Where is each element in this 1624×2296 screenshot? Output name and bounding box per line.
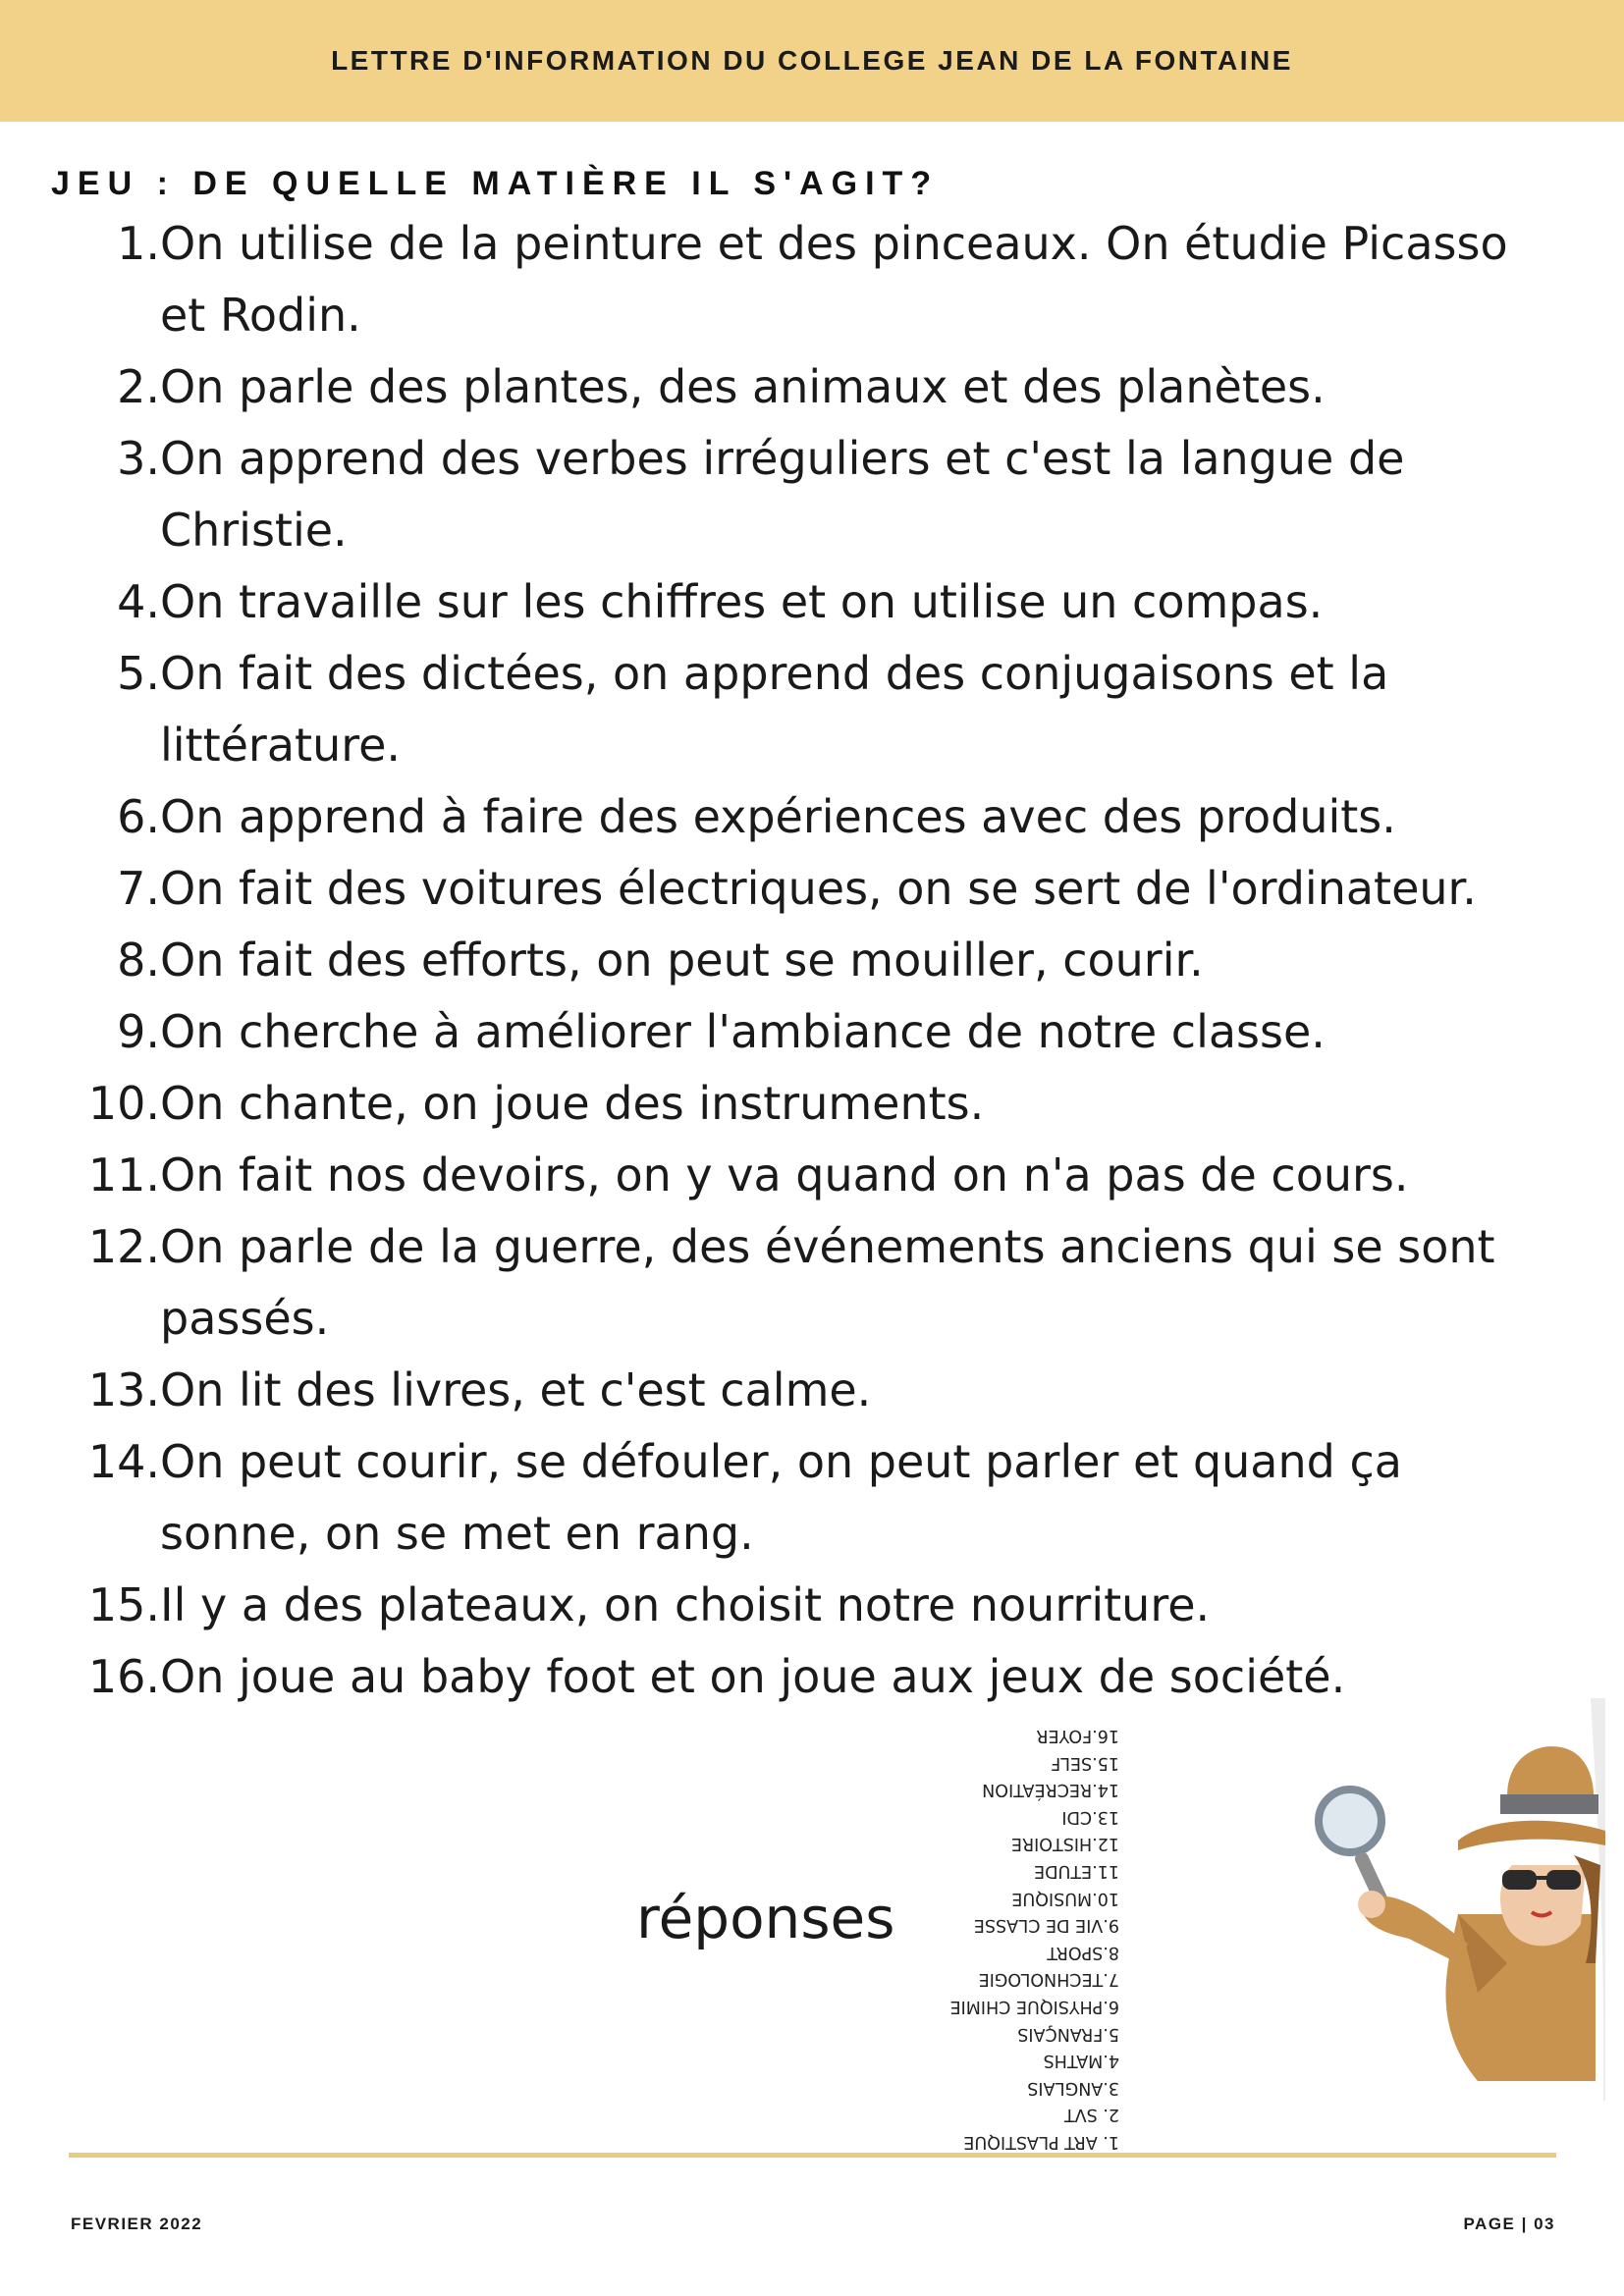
question-text: On apprend à faire des expériences avec des produits. (160, 790, 1396, 843)
answer-item: 14.RECRÉATION (982, 1780, 1119, 1800)
question-text: On lit des livres, et c'est calme. (160, 1363, 872, 1416)
answer-item: 1. ART PLASTIQUE (963, 2132, 1119, 2152)
newsletter-title: LETTRE D'INFORMATION DU COLLEGE JEAN DE LA FONTAINE (331, 45, 1293, 76)
question-text: On travaille sur les chiffres et on utilise un compas. (160, 575, 1324, 628)
question-number: 1. (117, 217, 160, 270)
question-item (59, 996, 1551, 1068)
question-text: On cherche à améliorer l'ambiance de notre classe. (160, 1005, 1326, 1058)
question-number: 15. (87, 1578, 160, 1631)
sunglasses-right-shape (1546, 1870, 1581, 1890)
answer-item: 8.SPORT (1047, 1942, 1119, 1962)
question-item (59, 638, 1551, 781)
question-text: On fait nos devoirs, on y va quand on n'a pas de cours. (160, 1148, 1409, 1201)
question-item (59, 566, 1551, 638)
question-text: On parle de la guerre, des événements anciens qui se sont passés. (160, 1220, 1495, 1345)
answer-item: 15.SELF (1051, 1752, 1119, 1773)
answer-item: 4.MATHS (1043, 2051, 1119, 2071)
detective-with-magnifying-glass-icon (1311, 1669, 1605, 2101)
question-number: 7. (117, 862, 160, 915)
hat-band-shape (1500, 1794, 1598, 1814)
question-number: 12. (87, 1220, 160, 1273)
question-number: 2. (117, 360, 160, 413)
question-item (59, 1355, 1551, 1426)
answer-item: 2. SVT (1063, 2105, 1119, 2125)
page-number: PAGE | 03 (1463, 2215, 1555, 2233)
question-text: On joue au baby foot et on joue aux jeux de société. (160, 1650, 1346, 1703)
answer-item: 10.MUSIQUE (1011, 1888, 1119, 1908)
question-number: 10. (87, 1077, 160, 1130)
answer-item: 6.PHYSIQUE CHIMIE (949, 1997, 1119, 2017)
answer-item: 9.VIE DE CLASSE (973, 1915, 1119, 1936)
question-text: Il y a des plateaux, on choisit notre nourriture. (160, 1578, 1211, 1631)
answer-item: 16.FOYER (1036, 1726, 1119, 1746)
question-text: On utilise de la peinture et des pinceaux. On étudie Picasso et Rodin. (160, 217, 1508, 342)
question-item (59, 1426, 1551, 1570)
hand-shape (1358, 1891, 1385, 1918)
question-number: 16. (87, 1650, 160, 1703)
question-item (59, 781, 1551, 853)
question-text: On fait des efforts, on peut se mouiller, courir. (160, 934, 1204, 987)
question-number: 14. (87, 1435, 160, 1488)
question-number: 8. (117, 934, 160, 987)
answer-item: 3.ANGLAIS (1027, 2077, 1119, 2098)
question-item (59, 1570, 1551, 1641)
question-item (59, 925, 1551, 996)
issue-date: FEVRIER 2022 (71, 2215, 203, 2233)
answer-item: 13.CDI (1061, 1806, 1119, 1827)
question-text: On apprend des verbes irréguliers et c'est la langue de Christie. (160, 432, 1405, 557)
question-text: On fait des voitures électriques, on se sert de l'ordinateur. (160, 862, 1477, 915)
question-number: 13. (87, 1363, 160, 1416)
question-number: 9. (117, 1005, 160, 1058)
question-item (59, 351, 1551, 423)
question-number: 5. (117, 647, 160, 700)
question-number: 6. (117, 790, 160, 843)
answer-item: 11.ETUDE (1034, 1861, 1119, 1882)
answers-label: réponses (636, 1885, 895, 1951)
question-item (59, 1140, 1551, 1211)
footer-divider (69, 2153, 1556, 2158)
question-item (59, 423, 1551, 566)
question-number: 3. (117, 432, 160, 485)
question-text: On fait des dictées, on apprend des conjugaisons et la littérature. (160, 647, 1389, 772)
question-item (59, 853, 1551, 925)
question-number: 11. (87, 1148, 160, 1201)
magnifying-glass-lens-shape (1319, 1789, 1381, 1852)
game-title: JEU : DE QUELLE MATIÈRE IL S'AGIT? (51, 165, 940, 202)
hat-brim-shape (1458, 1821, 1605, 1850)
answers-upside-down (923, 1718, 1119, 2155)
answer-item: 12.HISTOIRE (1010, 1834, 1119, 1854)
sunglasses-left-shape (1502, 1870, 1537, 1890)
question-number: 4. (117, 575, 160, 628)
question-list (59, 208, 1551, 1713)
answer-item: 7.TECHNOLOGIE (978, 1969, 1119, 1990)
question-text: On parle des plantes, des animaux et des planètes. (160, 360, 1326, 413)
question-text: On chante, on joue des instruments. (160, 1077, 985, 1130)
question-item (59, 1211, 1551, 1355)
question-text: On peut courir, se défouler, on peut parler et quand ça sonne, on se met en rang. (160, 1435, 1402, 1560)
answer-item: 5.FRANÇAIS (1017, 2023, 1119, 2044)
question-item (59, 1068, 1551, 1140)
question-item (59, 208, 1551, 351)
